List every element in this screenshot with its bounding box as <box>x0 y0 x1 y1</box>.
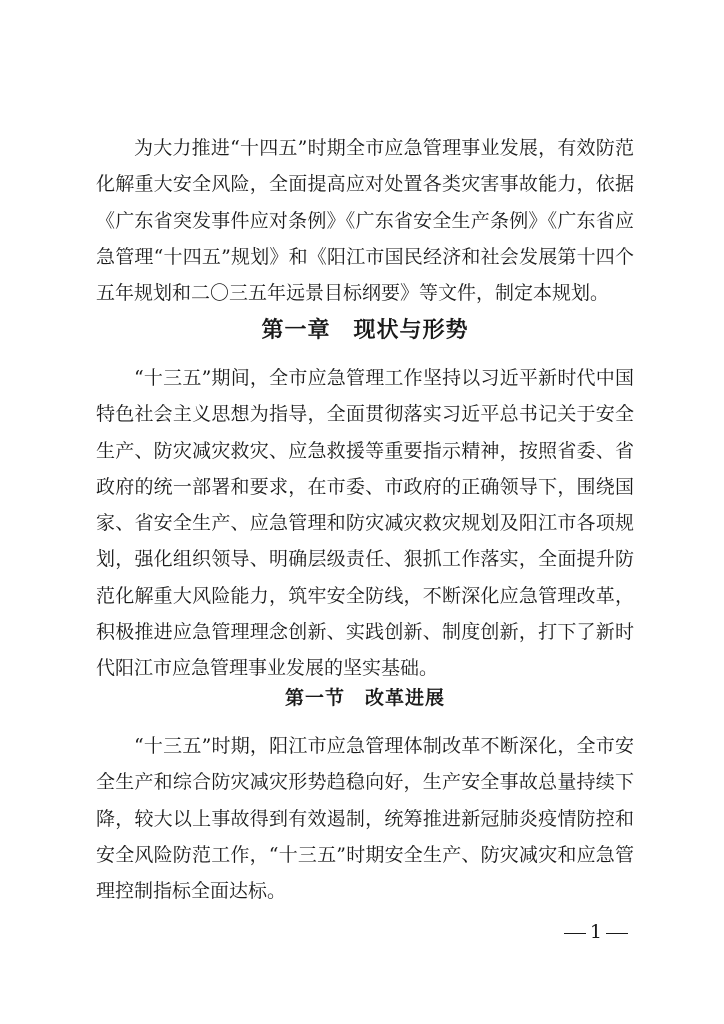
page-number: 1 <box>589 921 602 943</box>
section-title: 第一节 改革进展 <box>284 687 445 709</box>
page-footer <box>560 918 632 946</box>
chapter-title: 第一章 现状与形势 <box>261 317 469 343</box>
intro-paragraph: 为大力推进“十四五”时期全市应急管理事业发展，有效防范化解重大安全风险，全面提高应对处置各类灾害事故能力，依据《广东省突发事件应对条例》《广东省安全生产条例》《广东省应急管理“十四五”规划》和《阳江市国民经济和社会发展第十四个五年规划和二〇三五年远景目标纲要》等文件，制定本规划。 <box>96 137 634 305</box>
footer-dash-right <box>606 933 628 934</box>
chapter-paragraph: “十三五”期间，全市应急管理工作坚持以习近平新时代中国特色社会主义思想为指导，全面贯彻落实习近平总书记关于安全生产、防灾减灾救灾、应急救援等重要指示精神，按照省委、省政府的统一部署和要求，在市委、市政府的正确领导下，围绕国家、省安全生产、应急管理和防灾减灾救灾规划及阳江市各项规划，强化组织领导、明确层级责任、狠抓工作落实，全面提升防范化解重大风险能力，筑牢安全防线，不断深化应急管理改革，积极推进应急管理理念创新、实践创新、制度创新，打下了新时代阳江市应急管理事业发展的坚实基础。 <box>96 367 634 680</box>
footer-dash-left <box>564 933 586 934</box>
section-paragraph: “十三五”时期，阳江市应急管理体制改革不断深化，全市安全生产和综合防灾减灾形势趋稳向好，生产安全事故总量持续下降，较大以上事故得到有效遏制，统筹推进新冠肺炎疫情防控和安全风险防范工作，“十三五”时期安全生产、防灾减灾和应急管理控制指标全面达标。 <box>96 735 634 903</box>
